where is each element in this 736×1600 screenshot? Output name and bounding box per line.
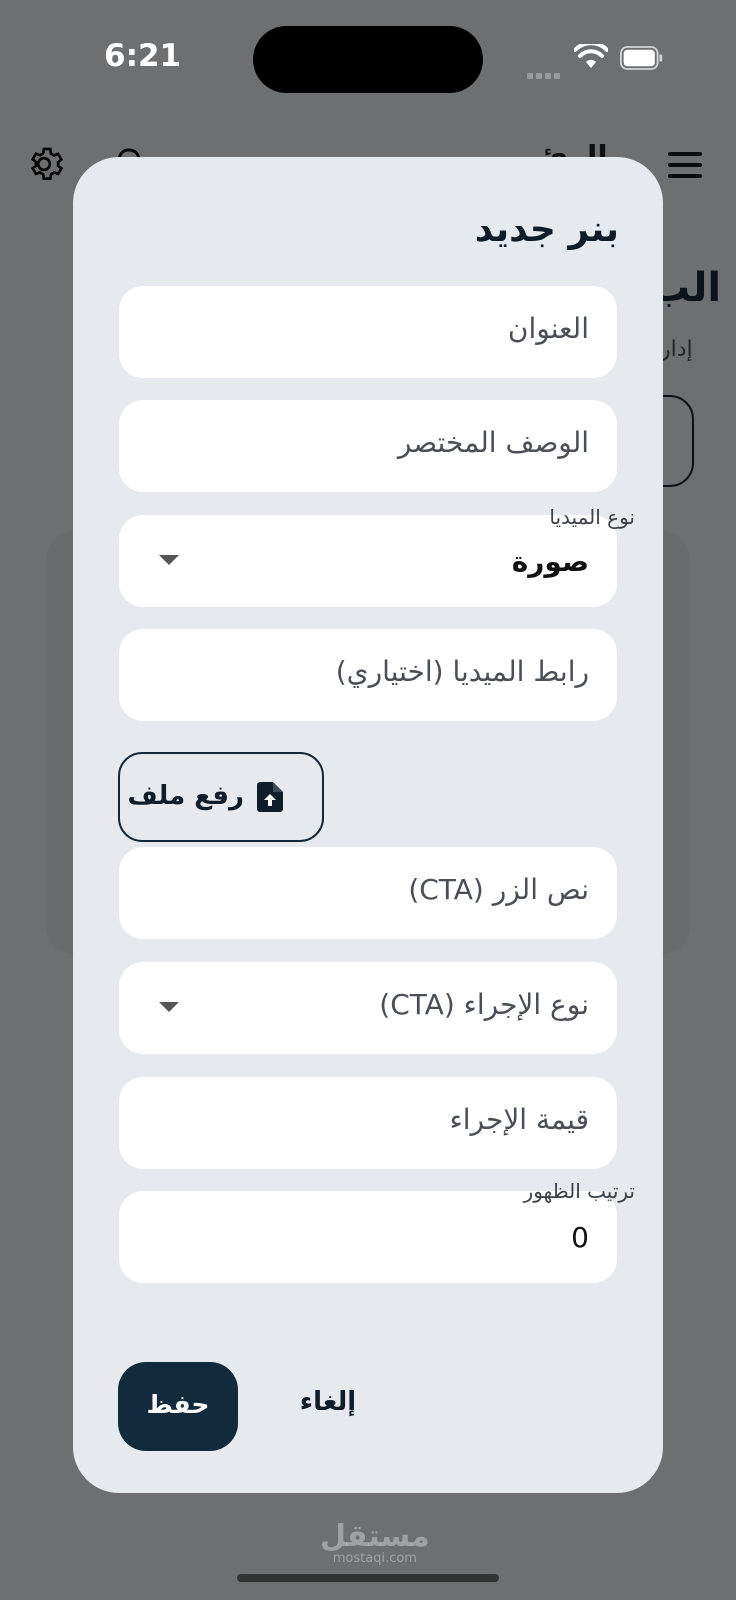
media-url-input[interactable] <box>119 629 617 721</box>
upload-file-button[interactable] <box>118 752 324 842</box>
cellular-signal-icon <box>527 64 563 72</box>
dialog-title: بنر جديد <box>474 209 619 250</box>
watermark-latin: mostaqi.com <box>332 1551 417 1566</box>
save-label: حفظ <box>146 1390 210 1419</box>
status-time: 6:21 <box>104 38 182 74</box>
action-value-input[interactable] <box>119 1077 617 1169</box>
short-description-placeholder: الوصف المختصر <box>397 426 589 459</box>
media-type-select[interactable] <box>119 515 617 607</box>
dynamic-island <box>253 26 483 93</box>
cta-action-type-select[interactable] <box>119 962 617 1054</box>
title-placeholder: العنوان <box>507 312 589 345</box>
display-order-value: 0 <box>571 1221 589 1254</box>
save-button[interactable] <box>118 1362 238 1451</box>
watermark-arabic: مستقل <box>320 1519 430 1554</box>
upload-file-label: رفع ملف <box>127 781 244 811</box>
file-upload-icon <box>257 782 283 812</box>
battery-icon <box>620 46 664 70</box>
media-url-placeholder: رابط الميديا (اختياري) <box>335 655 589 688</box>
new-banner-dialog <box>73 157 663 1493</box>
title-input[interactable] <box>119 286 617 378</box>
cancel-button[interactable] <box>278 1387 378 1427</box>
watermark <box>320 1519 430 1566</box>
media-type-value: صورة <box>511 545 589 578</box>
chevron-down-icon <box>159 555 179 565</box>
action-value-placeholder: قيمة الإجراء <box>449 1103 589 1136</box>
cta-text-placeholder: نص الزر (CTA) <box>408 873 589 906</box>
cancel-label: إلغاء <box>299 1387 357 1417</box>
display-order-input[interactable] <box>119 1191 617 1283</box>
media-type-label: نوع الميديا <box>549 505 635 529</box>
chevron-down-icon <box>159 1002 179 1012</box>
wifi-icon <box>574 44 608 70</box>
cta-action-type-placeholder: نوع الإجراء (CTA) <box>379 988 589 1021</box>
short-description-input[interactable] <box>119 400 617 492</box>
cta-text-input[interactable] <box>119 847 617 939</box>
home-indicator[interactable] <box>237 1574 499 1582</box>
display-order-label: ترتيب الظهور <box>523 1179 635 1203</box>
